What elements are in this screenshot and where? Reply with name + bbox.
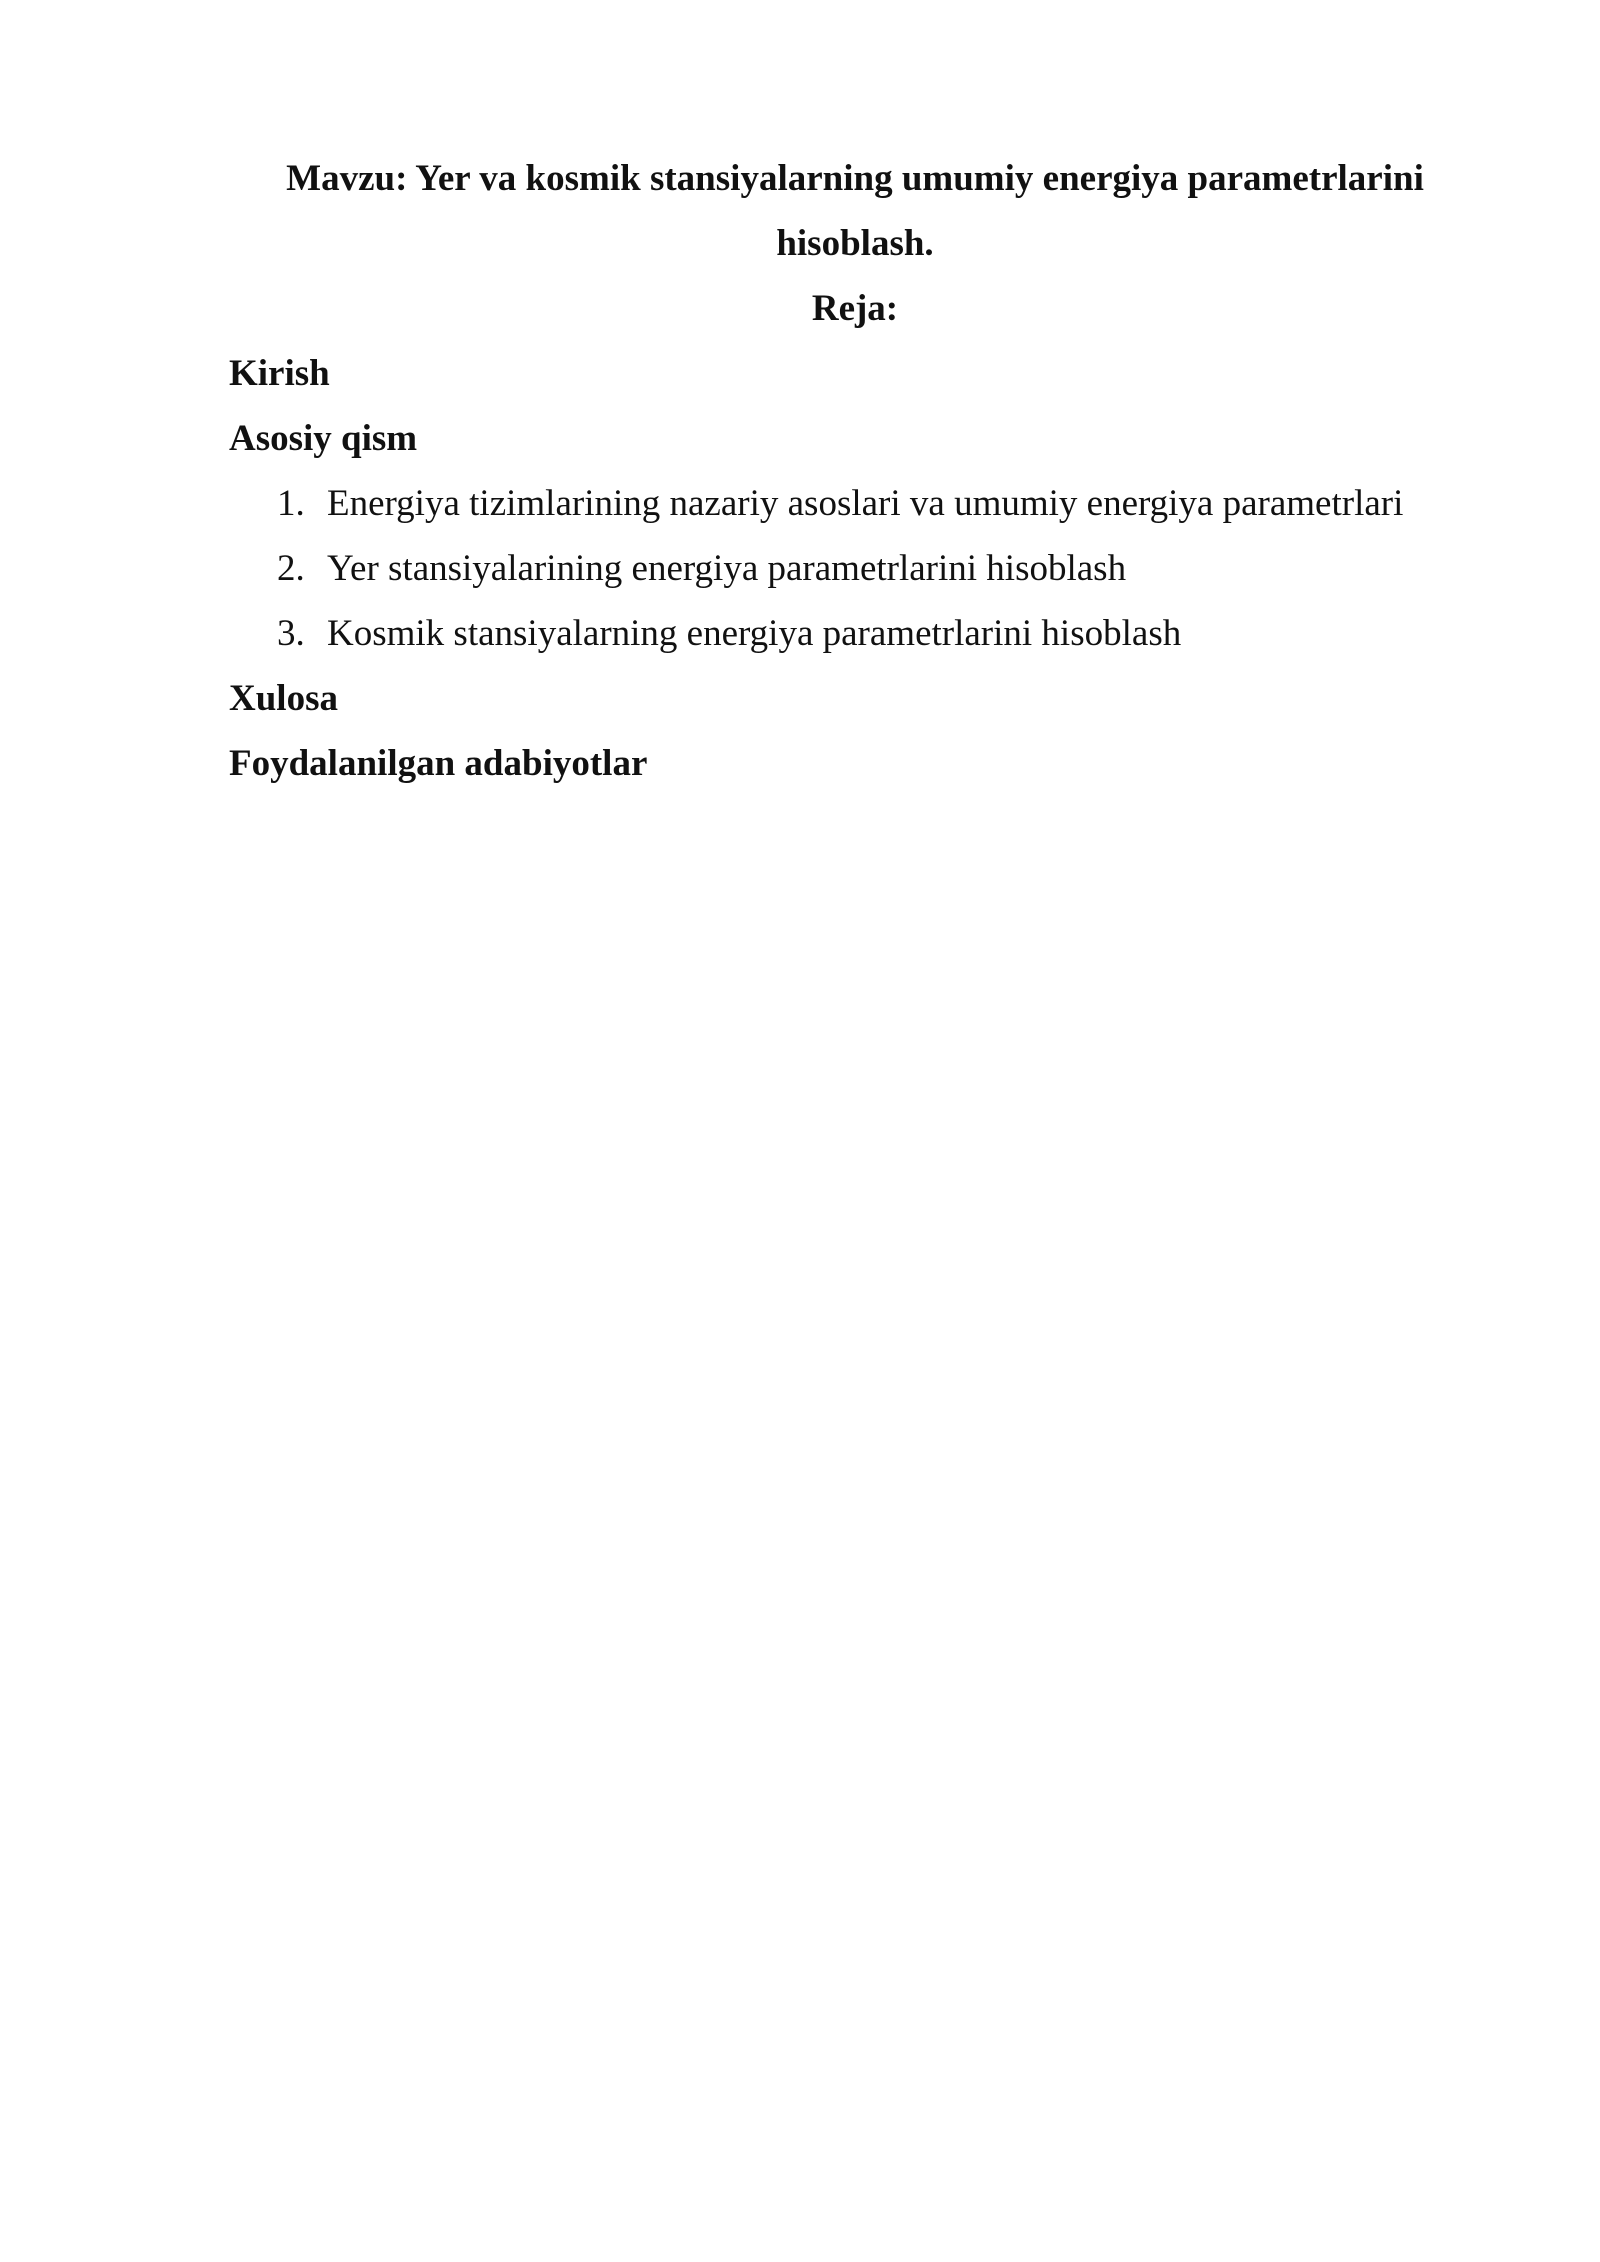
plan-list-item [229,471,1479,536]
document-title-line-2: hisoblash. [776,223,934,264]
plan-list-item [229,536,1479,601]
section-intro: Kirish [229,353,330,394]
plan-item-number: 2. [277,548,305,589]
plan-item-number: 3. [277,613,305,654]
section-main-part: Asosiy qism [229,418,418,459]
plan-list-item [229,601,1479,666]
plan-heading: Reja: [811,288,899,329]
title-block [270,146,1440,341]
section-references: Foydalanilgan adabiyotlar [229,743,648,784]
document-title-line-1: Mavzu: Yer va kosmik stansiyalarning umumiy energiya parametrlarini [286,158,1424,199]
plan-item-number: 1. [277,483,305,524]
plan-item-text: Kosmik stansiyalarning energiya parametrlarini hisoblash [327,613,1182,654]
plan-content [229,341,1479,796]
plan-list [229,471,1479,666]
plan-item-text: Yer stansiyalarining energiya parametrlarini hisoblash [327,548,1127,589]
section-conclusion: Xulosa [229,678,338,719]
plan-item-text: Energiya tizimlarining nazariy asoslari va umumiy energiya parametrlari [327,483,1404,524]
